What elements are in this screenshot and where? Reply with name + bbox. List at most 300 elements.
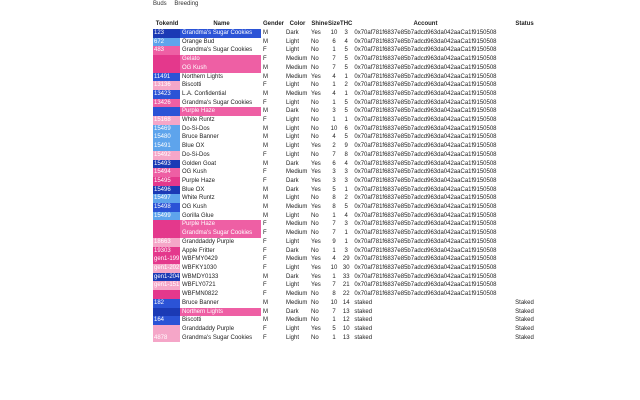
status-cell xyxy=(497,229,553,238)
status-cell xyxy=(497,107,553,116)
table-row[interactable] xyxy=(153,46,553,55)
status-cell xyxy=(497,177,553,186)
table-row[interactable] xyxy=(153,64,553,73)
size-cell: 8 xyxy=(332,204,336,211)
shine-cell: No xyxy=(311,99,319,106)
status-cell xyxy=(497,142,553,151)
gender-cell: M xyxy=(263,308,268,315)
table-row[interactable] xyxy=(153,290,553,299)
account-cell: 0x70af781f6837e85b7adcd963da042aaCa1f9150508 xyxy=(354,264,497,271)
name-cell: WBFMN0822 xyxy=(180,290,261,299)
name-cell: Grandma's Sugar Cookies xyxy=(180,229,261,238)
token-id-cell: 15168 xyxy=(153,116,180,125)
status-cell: Staked xyxy=(515,325,534,332)
thc-cell: 3 xyxy=(344,30,348,36)
color-cell: Light xyxy=(286,125,300,132)
shine-cell: Yes xyxy=(311,273,321,280)
status-cell xyxy=(497,273,553,282)
thc-cell: 5 xyxy=(344,56,348,63)
token-id-cell: 15480 xyxy=(153,133,180,142)
table-row[interactable] xyxy=(153,38,553,47)
account-cell: 0x70af781f6837e85b7adcd963da042aaCa1f9150508 xyxy=(354,73,497,80)
shine-cell: Yes xyxy=(311,30,321,36)
token-id-cell: 15493 xyxy=(153,160,180,169)
header-name[interactable]: Name xyxy=(213,21,230,28)
table-row[interactable] xyxy=(153,229,553,238)
token-id-cell: 672 xyxy=(153,38,180,47)
status-cell xyxy=(497,55,553,64)
status-cell xyxy=(497,116,553,125)
table-row[interactable] xyxy=(153,142,553,151)
header-tokenid[interactable]: TokenId xyxy=(155,21,179,28)
name-cell: OG Kush xyxy=(180,64,261,73)
gender-cell: M xyxy=(263,299,268,306)
gender-cell: F xyxy=(263,221,267,228)
status-cell: Staked xyxy=(515,317,534,324)
color-cell: Light xyxy=(286,38,300,45)
color-cell: Light xyxy=(286,264,300,271)
account-cell: 0x70af781f6837e85b7adcd963da042aaCa1f9150508 xyxy=(354,273,497,280)
size-cell: 1 xyxy=(332,82,336,89)
shine-cell: Yes xyxy=(311,169,321,176)
shine-cell: Yes xyxy=(311,90,321,97)
account-cell: 0x70af781f6837e85b7adcd963da042aaCa1f9150508 xyxy=(354,186,497,193)
table-row[interactable] xyxy=(153,151,553,160)
table-row[interactable] xyxy=(153,247,553,256)
header-shine[interactable]: Shine xyxy=(311,21,328,28)
name-cell: Purple Haze xyxy=(180,107,261,116)
thc-cell: 5 xyxy=(344,64,348,71)
account-cell: 0x70af781f6837e85b7adcd963da042aaCa1f9150508 xyxy=(354,64,497,71)
shine-cell: No xyxy=(311,108,319,115)
account-cell: 0x70af781f6837e85b7adcd963da042aaCa1f9150508 xyxy=(354,230,497,237)
table-row[interactable] xyxy=(153,90,553,99)
gender-cell: M xyxy=(263,186,268,193)
size-cell: 8 xyxy=(332,291,336,298)
gender-cell: F xyxy=(263,151,267,158)
color-cell: Dark xyxy=(286,308,299,315)
gender-cell: M xyxy=(263,273,268,280)
name-cell: Granddaddy Purple xyxy=(180,238,261,247)
table-row[interactable] xyxy=(153,308,553,317)
table-row[interactable] xyxy=(153,73,553,82)
thc-cell: 6 xyxy=(344,125,348,132)
table-header-row xyxy=(153,20,553,29)
thc-cell: 1 xyxy=(344,117,348,124)
token-id-cell: 164 xyxy=(153,316,180,325)
size-cell: 9 xyxy=(332,238,336,245)
token-id-cell: 15499 xyxy=(153,212,180,221)
color-cell: Medium xyxy=(286,56,308,63)
table-row[interactable] xyxy=(153,116,553,125)
gender-cell: M xyxy=(263,317,268,324)
table-row[interactable] xyxy=(153,125,553,134)
name-cell: White Runtz xyxy=(180,116,261,125)
name-cell: Golden Goat xyxy=(180,160,261,169)
status-cell xyxy=(497,73,553,82)
status-cell xyxy=(497,247,553,256)
token-id-cell: 15496 xyxy=(153,186,180,195)
gender-cell: F xyxy=(263,82,267,89)
account-cell: 0x70af781f6837e85b7adcd963da042aaCa1f9150508 xyxy=(354,177,497,184)
table-row[interactable] xyxy=(153,255,553,264)
shine-cell: No xyxy=(311,38,319,45)
header-size[interactable]: Size xyxy=(328,21,341,28)
table-row[interactable] xyxy=(153,264,553,273)
header-color[interactable]: Color xyxy=(289,21,306,28)
color-cell: Light xyxy=(286,195,300,202)
status-cell xyxy=(497,186,553,195)
size-cell: 3 xyxy=(332,169,336,176)
name-cell: Apple Fritter xyxy=(180,247,261,256)
table-row[interactable] xyxy=(153,168,553,177)
shine-cell: No xyxy=(311,317,319,324)
token-id-cell: 123 xyxy=(153,29,180,38)
status-cell xyxy=(497,38,553,47)
table-row[interactable] xyxy=(153,281,553,290)
color-cell: Medium xyxy=(286,64,308,71)
account-cell: 0x70af781f6837e85b7adcd963da042aaCa1f9150508 xyxy=(354,90,497,97)
thc-cell: 13 xyxy=(342,308,350,315)
account-cell: 0x70af781f6837e85b7adcd963da042aaCa1f9150508 xyxy=(354,99,497,106)
shine-cell: No xyxy=(311,82,319,89)
size-cell: 3 xyxy=(332,108,336,115)
table-row[interactable] xyxy=(153,194,553,203)
table-row[interactable] xyxy=(153,133,553,142)
gender-cell: F xyxy=(263,47,267,54)
token-id-cell xyxy=(153,308,180,317)
account-cell: 0x70af781f6837e85b7adcd963da042aaCa1f9150508 xyxy=(354,238,497,245)
header-status[interactable]: Status xyxy=(515,21,534,28)
thc-cell: 1 xyxy=(344,73,348,80)
color-cell: Dark xyxy=(286,247,299,254)
account-cell: 0x70af781f6837e85b7adcd963da042aaCa1f9150508 xyxy=(354,108,497,115)
thc-cell: 10 xyxy=(342,325,350,332)
gender-cell: M xyxy=(263,38,268,45)
name-cell: WBFLY0721 xyxy=(180,281,261,290)
account-cell: 0x70af781f6837e85b7adcd963da042aaCa1f9150508 xyxy=(354,204,497,211)
name-cell: Blue OX xyxy=(180,186,261,195)
token-id-cell: 483 xyxy=(153,46,180,55)
shine-cell: No xyxy=(311,151,319,158)
account-cell: 0x70af781f6837e85b7adcd963da042aaCa1f9150508 xyxy=(354,143,497,150)
color-cell: Light xyxy=(286,143,300,150)
thc-cell: 4 xyxy=(344,160,348,167)
name-cell: Purple Haze xyxy=(180,177,261,186)
gender-cell: M xyxy=(263,143,268,150)
size-cell: 1 xyxy=(332,247,336,254)
buds-table xyxy=(153,20,553,342)
gender-cell: M xyxy=(263,30,268,36)
size-cell: 7 xyxy=(332,221,336,228)
status-cell xyxy=(497,281,553,290)
status-cell xyxy=(497,290,553,299)
token-id-cell: 19303 xyxy=(153,247,180,256)
account-cell: 0x70af781f6837e85b7adcd963da042aaCa1f9150508 xyxy=(354,56,497,63)
size-cell: 5 xyxy=(332,325,336,332)
nav-breeding[interactable]: Breeding xyxy=(174,1,199,7)
color-cell: Dark xyxy=(286,177,299,184)
size-cell: 4 xyxy=(332,90,336,97)
table-row[interactable] xyxy=(153,107,553,116)
account-cell: 0x70af781f6837e85b7adcd963da042aaCa1f9150508 xyxy=(354,291,497,298)
table-row[interactable] xyxy=(153,55,553,64)
gender-cell: F xyxy=(263,99,267,106)
color-cell: Medium xyxy=(286,291,308,298)
token-id-cell: 15494 xyxy=(153,168,180,177)
size-cell: 3 xyxy=(332,177,336,184)
table-row[interactable] xyxy=(153,81,553,90)
thc-cell: 12 xyxy=(342,317,350,324)
color-cell: Light xyxy=(286,82,300,89)
thc-cell: 5 xyxy=(344,47,348,54)
status-cell xyxy=(497,81,553,90)
size-cell: 4 xyxy=(332,256,336,263)
account-cell: 0x70af781f6837e85b7adcd963da042aaCa1f9150508 xyxy=(354,47,497,54)
token-id-cell: 15495 xyxy=(153,177,180,186)
account-cell: 0x70af781f6837e85b7adcd963da042aaCa1f9150508 xyxy=(354,82,497,89)
name-cell: Biscotti xyxy=(180,81,261,90)
table-row[interactable] xyxy=(153,299,553,308)
color-cell: Medium xyxy=(286,256,308,263)
token-id-cell xyxy=(153,325,180,334)
token-id-cell: 15469 xyxy=(153,125,180,134)
shine-cell: Yes xyxy=(311,186,321,193)
account-cell: 0x70af781f6837e85b7adcd963da042aaCa1f9150508 xyxy=(354,282,497,289)
account-cell: 0x70af781f6837e85b7adcd963da042aaCa1f9150508 xyxy=(354,169,497,176)
thc-cell: 21 xyxy=(342,282,350,289)
gender-cell: M xyxy=(263,125,268,132)
token-id-cell: 15491 xyxy=(153,142,180,151)
color-cell: Light xyxy=(286,282,300,289)
thc-cell: 2 xyxy=(344,82,348,89)
shine-cell: No xyxy=(311,221,319,228)
account-cell: staked xyxy=(354,308,373,315)
color-cell: Dark xyxy=(286,186,299,193)
name-cell: Blue OX xyxy=(180,142,261,151)
account-cell: 0x70af781f6837e85b7adcd963da042aaCa1f9150508 xyxy=(354,30,497,36)
size-cell: 1 xyxy=(332,99,336,106)
status-cell xyxy=(497,194,553,203)
shine-cell: Yes xyxy=(311,238,321,245)
header-thc[interactable]: THC xyxy=(340,21,353,28)
size-cell: 2 xyxy=(332,143,336,150)
thc-cell: 8 xyxy=(344,151,348,158)
gender-cell: F xyxy=(263,117,267,124)
name-cell: WBMDY0133 xyxy=(180,273,261,282)
thc-cell: 3 xyxy=(344,221,348,228)
token-id-cell: 18663 xyxy=(153,238,180,247)
token-id-cell: gen1-202 xyxy=(154,264,180,271)
thc-cell: 1 xyxy=(344,238,348,245)
status-cell xyxy=(497,151,553,160)
shine-cell: No xyxy=(311,247,319,254)
size-cell: 4 xyxy=(332,73,336,80)
header-account[interactable]: Account xyxy=(413,21,438,28)
table-row[interactable] xyxy=(153,99,553,108)
account-cell: staked xyxy=(354,334,373,341)
color-cell: Light xyxy=(286,134,300,141)
size-cell: 1 xyxy=(332,212,336,219)
thc-cell: 1 xyxy=(344,90,348,97)
color-cell: Medium xyxy=(286,73,308,80)
account-cell: 0x70af781f6837e85b7adcd963da042aaCa1f9150508 xyxy=(354,256,497,263)
color-cell: Medium xyxy=(286,221,308,228)
status-cell xyxy=(497,238,553,247)
gender-cell: F xyxy=(263,230,267,237)
name-cell: Gelato xyxy=(180,55,261,64)
thc-cell: 3 xyxy=(344,177,348,184)
color-cell: Dark xyxy=(286,108,299,115)
thc-cell: 3 xyxy=(344,169,348,176)
table-row[interactable] xyxy=(153,203,553,212)
gender-cell: F xyxy=(263,247,267,254)
name-cell: Do-Si-Dos xyxy=(180,125,261,134)
shine-cell: Yes xyxy=(311,264,321,271)
size-cell: 10 xyxy=(330,125,338,132)
shine-cell: Yes xyxy=(311,160,321,167)
table-row[interactable] xyxy=(153,160,553,169)
name-cell: Bruce Banner xyxy=(180,299,261,308)
size-cell: 1 xyxy=(332,47,336,54)
name-cell: White Runtz xyxy=(180,194,261,203)
status-cell xyxy=(497,255,553,264)
account-cell: 0x70af781f6837e85b7adcd963da042aaCa1f9150508 xyxy=(354,212,497,219)
shine-cell: No xyxy=(311,117,319,124)
color-cell: Dark xyxy=(286,30,299,36)
top-nav xyxy=(153,1,204,7)
name-cell: WBFMY0429 xyxy=(180,255,261,264)
color-cell: Light xyxy=(286,117,300,124)
name-cell: Gorilla Glue xyxy=(180,212,261,221)
shine-cell: No xyxy=(311,47,319,54)
color-cell: Light xyxy=(286,334,300,341)
gender-cell: M xyxy=(263,134,268,141)
name-cell: Granddaddy Purple xyxy=(180,325,261,334)
color-cell: Dark xyxy=(286,273,299,280)
color-cell: Medium xyxy=(286,299,308,306)
gender-cell: F xyxy=(263,325,267,332)
token-id-cell: 13423 xyxy=(153,90,180,99)
color-cell: Light xyxy=(286,325,300,332)
table-row[interactable] xyxy=(153,186,553,195)
color-cell: Medium xyxy=(286,317,308,324)
size-cell: 10 xyxy=(330,30,338,36)
gender-cell: F xyxy=(263,56,267,63)
account-cell: 0x70af781f6837e85b7adcd963da042aaCa1f9150508 xyxy=(354,195,497,202)
token-id-cell: gen1-204 xyxy=(154,273,180,280)
header-gender[interactable]: Gender xyxy=(263,21,285,28)
color-cell: Medium xyxy=(286,169,308,176)
account-cell: 0x70af781f6837e85b7adcd963da042aaCa1f9150508 xyxy=(354,160,497,167)
status-cell xyxy=(497,212,553,221)
table-row[interactable] xyxy=(153,325,553,334)
nav-buds[interactable]: Buds xyxy=(153,1,167,7)
thc-cell: 2 xyxy=(344,195,348,202)
table-row[interactable] xyxy=(153,316,553,325)
gender-cell: F xyxy=(263,334,267,341)
size-cell: 6 xyxy=(332,38,336,45)
thc-cell: 30 xyxy=(342,264,350,271)
thc-cell: 14 xyxy=(342,299,350,306)
account-cell: 0x70af781f6837e85b7adcd963da042aaCa1f9150508 xyxy=(354,38,497,45)
gender-cell: F xyxy=(263,291,267,298)
thc-cell: 13 xyxy=(342,334,350,341)
name-cell: Northern Lights xyxy=(180,308,261,317)
shine-cell: No xyxy=(311,291,319,298)
gender-cell: M xyxy=(263,108,268,115)
shine-cell: No xyxy=(311,195,319,202)
size-cell: 5 xyxy=(332,186,336,193)
color-cell: Light xyxy=(286,47,300,54)
thc-cell: 1 xyxy=(344,230,348,237)
thc-cell: 4 xyxy=(344,212,348,219)
shine-cell: Yes xyxy=(311,143,321,150)
table-row[interactable] xyxy=(153,238,553,247)
shine-cell: Yes xyxy=(311,73,321,80)
gender-cell: F xyxy=(263,264,267,271)
thc-cell: 33 xyxy=(342,273,350,280)
table-row[interactable] xyxy=(153,29,553,38)
thc-cell: 5 xyxy=(344,108,348,115)
shine-cell: No xyxy=(311,134,319,141)
table-row[interactable] xyxy=(153,212,553,221)
gender-cell: F xyxy=(263,282,267,289)
table-row[interactable] xyxy=(153,177,553,186)
status-cell xyxy=(497,160,553,169)
color-cell: Light xyxy=(286,99,300,106)
name-cell: Purple Haze xyxy=(180,220,261,229)
table-row[interactable] xyxy=(153,334,553,343)
thc-cell: 9 xyxy=(344,143,348,150)
name-cell: Orange Bud xyxy=(180,38,261,47)
token-id-cell: 4878 xyxy=(153,334,180,343)
gender-cell: F xyxy=(263,177,267,184)
size-cell: 8 xyxy=(332,195,336,202)
gender-cell: F xyxy=(263,169,267,176)
size-cell: 7 xyxy=(332,64,336,71)
size-cell: 1 xyxy=(332,117,336,124)
name-cell: Grandma's Sugar Cookies xyxy=(180,99,261,108)
name-cell: WBFKY1030 xyxy=(180,264,261,273)
gender-cell: M xyxy=(263,195,268,202)
name-cell: Biscotti xyxy=(180,316,261,325)
account-cell: staked xyxy=(354,299,373,306)
status-cell xyxy=(497,99,553,108)
status-cell xyxy=(497,64,553,73)
status-cell: Staked xyxy=(515,299,534,306)
shine-cell: No xyxy=(311,299,319,306)
table-row[interactable] xyxy=(153,273,553,282)
account-cell: staked xyxy=(354,317,373,324)
color-cell: Light xyxy=(286,238,300,245)
status-cell xyxy=(497,133,553,142)
token-id-cell xyxy=(153,107,180,116)
shine-cell: Yes xyxy=(311,282,321,289)
size-cell: 7 xyxy=(332,230,336,237)
thc-cell: 4 xyxy=(344,38,348,45)
token-id-cell xyxy=(153,229,180,238)
size-cell: 1 xyxy=(332,317,336,324)
status-cell xyxy=(497,203,553,212)
thc-cell: 22 xyxy=(342,291,350,298)
token-id-cell: 13136 xyxy=(153,81,180,90)
account-cell: 0x70af781f6837e85b7adcd963da042aaCa1f9150508 xyxy=(354,247,497,254)
gender-cell: M xyxy=(263,64,268,71)
size-cell: 7 xyxy=(332,308,336,315)
shine-cell: Yes xyxy=(311,177,321,184)
table-row[interactable] xyxy=(153,220,553,229)
